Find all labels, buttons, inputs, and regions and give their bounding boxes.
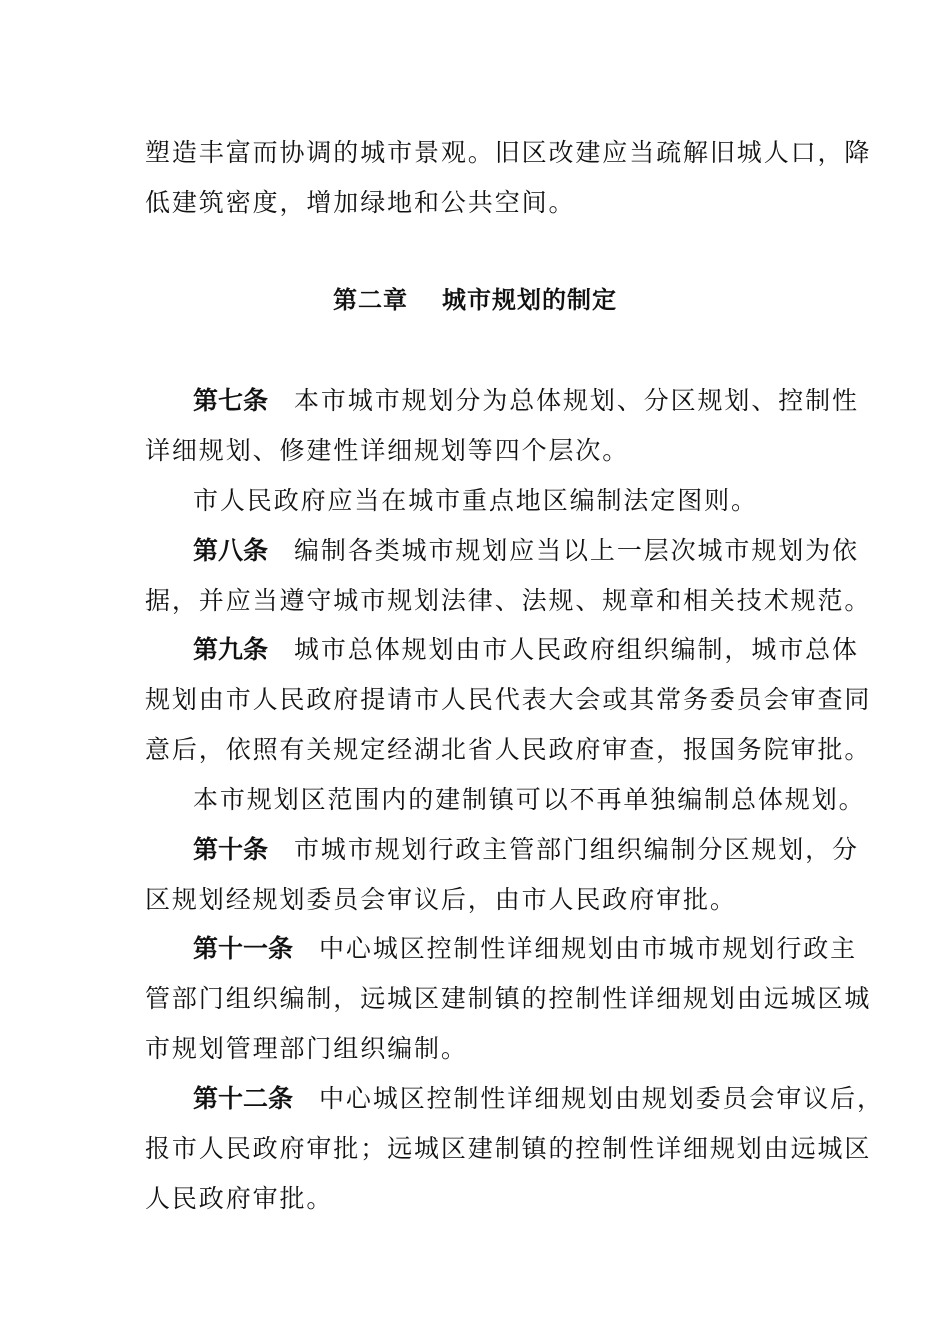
article-number: 第十条: [193, 835, 269, 864]
article-9-line-3: 意后，依照有关规定经湖北省人民政府审查，报国务院审批。: [145, 735, 872, 764]
article-11-line-2: 管部门组织编制，远城区建制镇的控制性详细规划由远城区城: [145, 984, 872, 1013]
article-7-line-1: [193, 384, 859, 418]
article-text: 城市总体规划由市人民政府组织编制，城市总体: [294, 635, 859, 664]
chapter-title: 城市规划的制定: [442, 286, 617, 314]
article-number: 第十一条: [193, 934, 294, 963]
article-11-line-1: [193, 932, 858, 966]
intro-line-1: 塑造丰富而协调的城市景观。旧区改建应当疏解旧城人口，降: [145, 138, 872, 167]
article-text: 编制各类城市规划应当以上一层次城市规划为依: [294, 536, 859, 565]
chapter-number: 第二章: [333, 286, 408, 314]
article-12-line-1: [193, 1082, 884, 1116]
article-text: 中心城区控制性详细规划由规划委员会审议后，: [319, 1084, 884, 1113]
article-10-line-1: [193, 833, 859, 867]
article-8-line-2: 据，并应当遵守城市规划法律、法规、规章和相关技术规范。: [145, 586, 872, 615]
article-text: 市城市规划行政主管部门组织编制分区规划，分: [294, 835, 859, 864]
article-9-line-1: [193, 633, 859, 667]
article-8-line-1: [193, 534, 859, 568]
intro-line-2: 低建筑密度，增加绿地和公共空间。: [145, 188, 576, 217]
article-12-line-3: 人民政府审批。: [145, 1184, 334, 1213]
article-11-line-3: 市规划管理部门组织编制。: [145, 1034, 468, 1063]
paragraph-statutory-plan: 市人民政府应当在城市重点地区编制法定图则。: [193, 486, 758, 515]
article-10-line-2: 区规划经规划委员会审议后，由市人民政府审批。: [145, 885, 737, 914]
article-number: 第十二条: [193, 1084, 294, 1113]
article-text: 本市城市规划分为总体规划、分区规划、控制性: [294, 386, 859, 415]
article-number: 第九条: [193, 635, 269, 664]
article-number: 第七条: [193, 386, 269, 415]
article-12-line-2: 报市人民政府审批；远城区建制镇的控制性详细规划由远城区: [145, 1134, 872, 1163]
article-number: 第八条: [193, 536, 269, 565]
article-9-line-2: 规划由市人民政府提请市人民代表大会或其常务委员会审查同: [145, 685, 872, 714]
paragraph-town-plan: 本市规划区范围内的建制镇可以不再单独编制总体规划。: [193, 785, 866, 814]
chapter-heading: [0, 283, 950, 317]
article-text: 中心城区控制性详细规划由市城市规划行政主: [319, 934, 858, 963]
article-7-line-2: 详细规划、修建性详细规划等四个层次。: [145, 436, 630, 465]
